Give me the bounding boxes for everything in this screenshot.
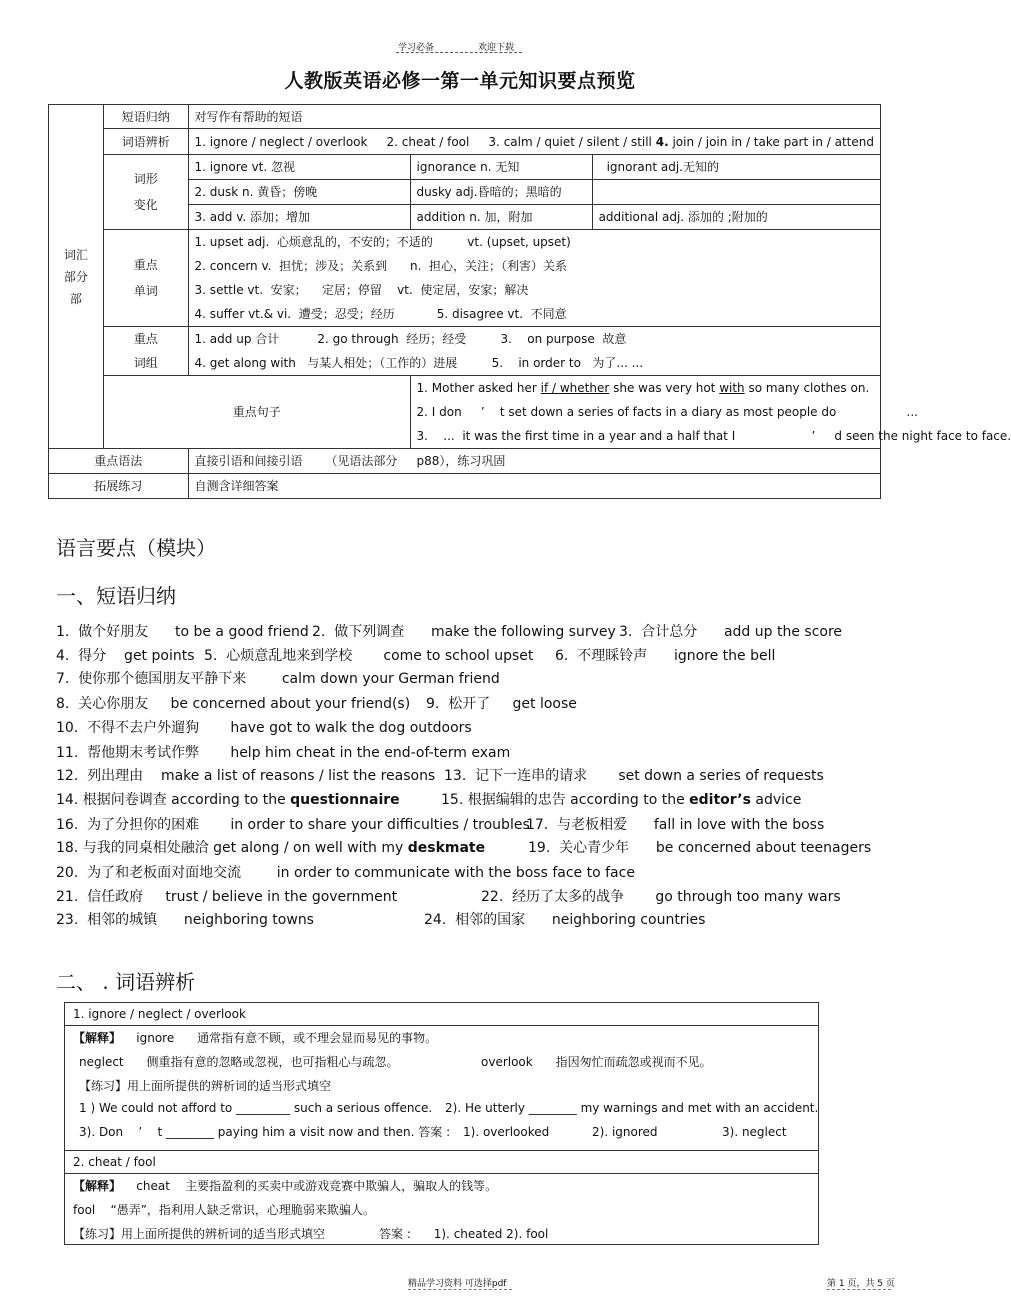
list-item: 18. 与我的同桌相处融洽 get along / on well with my deskmate [56, 840, 486, 856]
sec1-title: 一、短语归纳 [56, 584, 176, 608]
question-line: 1 ) We could not afford to _________ such a serious offence. 2). He utterly ________ my warnings and met with an accident. [79, 1101, 819, 1115]
header-right: 欢迎下载 [478, 43, 515, 53]
list-item: 13. 记下一连串的请求 set down a series of requests [444, 768, 824, 784]
jieshi-line: 【解释】 cheat 主要指盈利的买卖中或游戏竞赛中欺骗人，骗取人的钱等。 [73, 1179, 498, 1193]
cixing-cell: addition n. 加，附加 [410, 205, 592, 230]
bianxi-label: 词语辨析 [103, 129, 188, 155]
list-item: 19. 关心青少年 be concerned about teenagers [528, 840, 872, 856]
list-item: 23. 相邻的城镇 neighboring towns [56, 912, 314, 928]
sec2-title: 二、 . 词语辨析 [56, 970, 196, 994]
list-item: 1. 做个好朋友 to be a good friend [56, 624, 309, 640]
jieshi-line: neglect 侧重指有意的忽略或忽视，也可指粗心与疏忽。 overlook 指因匆忙而疏忽或视而不见。 [79, 1055, 712, 1069]
bianxi-section-1 [65, 1003, 818, 1151]
vocab-label: 词汇 部分 部 [49, 105, 104, 449]
summary-table [48, 104, 1011, 499]
list-item: 21. 信任政府 trust / believe in the government [56, 889, 398, 905]
list-item: 6. 不理睬铃声 ignore the bell [555, 648, 776, 664]
lianxi-line: 【练习】用上面所提供的辨析词的适当形式填空 [79, 1079, 332, 1093]
footer-divider [408, 1289, 512, 1290]
cixing-cell: additional adj. 添加的 ;附加的 [592, 205, 880, 230]
phrase-value: 对写作有帮助的短语 [188, 105, 880, 129]
cizu-label: 重点 词组 [103, 327, 188, 376]
list-item: 14. 根据问卷调查 according to the questionnaire [56, 792, 400, 808]
list-item: 12. 列出理由 make a list of reasons / list the reasons [56, 768, 436, 784]
jieshi-line: fool “愚弄”，指利用人缺乏常识，心理脆弱来欺骗人。 [73, 1203, 375, 1217]
header-divider [396, 52, 522, 53]
section-title: 语言要点（模块） [56, 536, 216, 560]
cixing-cell: ignorance n. 无知 [410, 155, 592, 180]
list-item: 24. 相邻的国家 neighboring countries [424, 912, 706, 928]
juzi-label: 重点句子 [103, 376, 410, 449]
list-item: 15. 根据编辑的忠告 according to the editor’s advice [441, 792, 802, 808]
list-item: 5. 心烦意乱地来到学校 come to school upset [204, 648, 534, 664]
list-item: 20. 为了和老板面对面地交流 in order to communicate with the boss face to face [56, 865, 635, 881]
list-item: 4. 得分 get points [56, 648, 195, 664]
cixing-cell: 2. dusk n. 黄昏；傍晚 [188, 180, 410, 205]
bianxi-head: 1. ignore / neglect / overlook [65, 1003, 818, 1026]
cixing-cell: 1. ignore vt. 忽视 [188, 155, 410, 180]
bianxi-section-2 [65, 1151, 818, 1244]
lianxi-line: 【练习】用上面所提供的辨析词的适当形式填空 答案 : 1). cheated 2). fool [73, 1227, 549, 1241]
cizu-cell: 1. add up 合计 2. go through 经历；经受 3. on purpose 故意 4. get along with 与某人相处；（工作的）进展 5. in order to 为了... ... [188, 327, 880, 376]
list-item: 22. 经历了太多的战争 go through too many wars [481, 889, 841, 905]
juzi-cell: 1. Mother asked her if / whether she was very hot with so many clothes on. 2. I don ’ t set down a series of facts in a diary as most people do ... 3. ... it was the first time in a year and a half that I ’ d seen the night face to face. [410, 376, 880, 449]
cixing-cell [592, 180, 880, 205]
bianxi-box [64, 1002, 819, 1245]
tuozhan-label: 拓展练习 [49, 474, 189, 499]
list-item: 10. 不得不去户外遛狗 have got to walk the dog outdoors [56, 720, 472, 736]
jieshi-line: 【解释】 ignore 通常指有意不顾，或不理会显而易见的事物。 [73, 1031, 438, 1045]
page-number: 第 1 页，共 5 页 [827, 1279, 895, 1289]
list-item: 16. 为了分担你的困难 in order to share your difficulties / troubles [56, 817, 530, 833]
list-item: 9. 松开了 get loose [426, 696, 577, 712]
danci-label: 重点 单词 [103, 230, 188, 327]
phrase-label: 短语归纳 [103, 105, 188, 129]
page-title: 人教版英语必修一第一单元知识要点预览 [284, 70, 636, 92]
question-line: 3). Don ’ t ________ paying him a visit now and then. 答案 : 1). overlooked 2). ignored 3). neglect [79, 1125, 787, 1139]
cixing-cell: dusky adj.昏暗的；黑暗的 [410, 180, 592, 205]
danci-cell: 1. upset adj. 心烦意乱的，不安的；不适的 vt. (upset, upset) 2. concern v. 担忧；涉及；关系到 n. 担心，关注；（利害）关系 3. settle vt. 安家； 定居；停留 vt. 使定居，安家；解决 4. suffer vt.& vi. 遭受；忍受；经历 5. disagree vt. 不同意 [188, 230, 880, 327]
header-left: 学习必备 [398, 43, 435, 53]
yufa-value: 直接引语和间接引语 （见语法部分 p88），练习巩固 [188, 449, 880, 474]
cixing-label: 词形 变化 [103, 155, 188, 230]
cixing-cell: 3. add v. 添加；增加 [188, 205, 410, 230]
tuozhan-value: 自测含详细答案 [188, 474, 880, 499]
list-item: 8. 关心你朋友 be concerned about your friend(s) [56, 696, 411, 712]
list-item: 2. 做下列调查 make the following survey [312, 624, 616, 640]
list-item: 11. 帮他期末考试作弊 help him cheat in the end-of-term exam [56, 745, 511, 761]
bianxi-head: 2. cheat / fool [65, 1151, 818, 1174]
cixing-cell: ignorant adj.无知的 [592, 155, 880, 180]
list-item: 17. 与老板相爱 fall in love with the boss [526, 817, 825, 833]
list-item: 7. 使你那个德国朋友平静下来 calm down your German friend [56, 671, 500, 687]
footer-center: 精品学习资料 可选择pdf [408, 1279, 507, 1289]
yufa-label: 重点语法 [49, 449, 189, 474]
list-item: 3. 合计总分 add up the score [619, 624, 843, 640]
footer-divider [827, 1289, 891, 1290]
bianxi-value: 1. ignore / neglect / overlook 2. cheat / fool 3. calm / quiet / silent / still 4. join / join in / take part in / attend [188, 129, 880, 155]
